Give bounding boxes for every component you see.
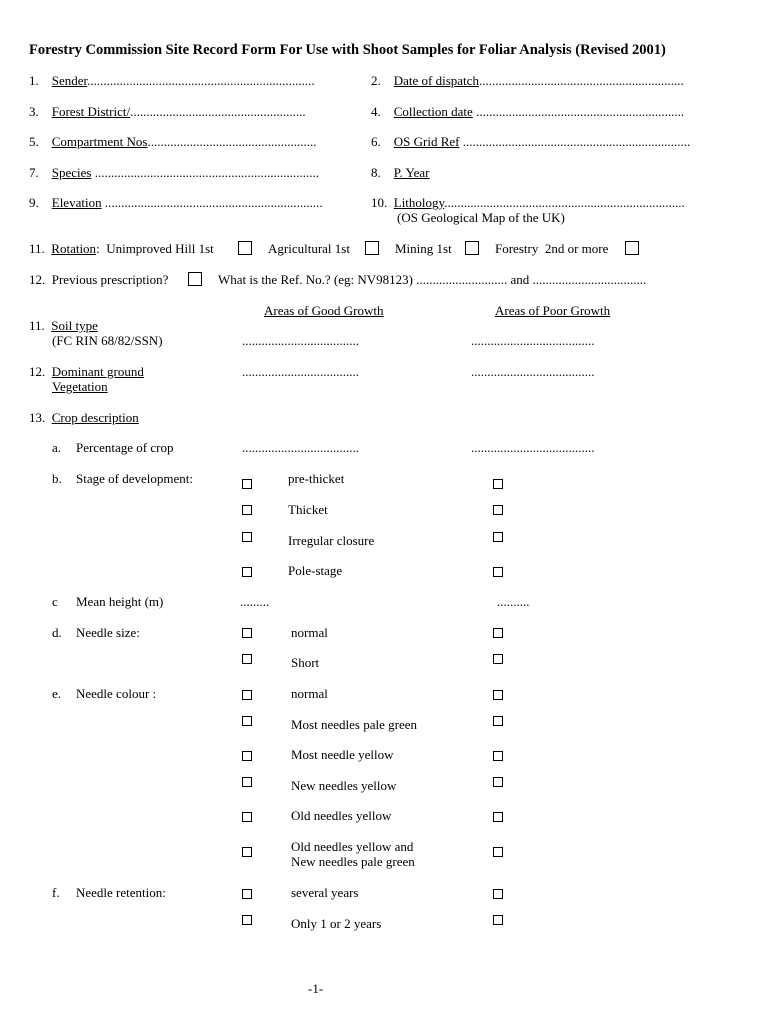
percentage-poor-input[interactable]: ......................................: [471, 440, 595, 455]
previous-prescription-row: [29, 272, 168, 288]
field-label: P. Year: [393, 165, 430, 180]
field-dots: ......................................................................: [87, 73, 315, 88]
field-dots: ...............................................................: [478, 73, 684, 88]
option-label: Old needles yellow and: [291, 839, 414, 854]
crop-item-c-label: Mean height (m): [76, 594, 164, 609]
colour-old-yellow-good-checkbox[interactable]: [242, 812, 252, 822]
field-compartment-nos[interactable]: [29, 134, 316, 150]
crop-item-b-label: Stage of development:: [76, 471, 193, 486]
previous-number: 12.: [29, 272, 46, 287]
field-label: Forest District/: [51, 104, 131, 119]
needle-size-normal-poor-checkbox[interactable]: [493, 628, 503, 638]
rotation-forestry-checkbox[interactable]: [625, 241, 639, 255]
field-label: Collection date: [393, 104, 473, 119]
form-title: Forestry Commission Site Record Form For Use with Shoot Samples for Foliar Analysis (Revised 2001): [29, 42, 666, 58]
field-number: 6.: [371, 134, 381, 149]
field-p-year[interactable]: [371, 165, 430, 181]
irregular-closure-good-checkbox[interactable]: [242, 532, 252, 542]
field-label: Lithology: [393, 195, 445, 210]
retention-several-good-checkbox[interactable]: [242, 889, 252, 899]
field-number: 10.: [371, 195, 388, 210]
field-number: 2.: [371, 73, 381, 88]
column-good-growth: Areas of Good Growth: [264, 303, 384, 318]
pre-thicket-good-checkbox[interactable]: [242, 479, 252, 489]
crop-number: 13.: [29, 410, 46, 425]
crop-item-a-letter: a.: [52, 440, 62, 455]
field-dots: ......................................................................: [459, 134, 691, 149]
crop-label: Crop description: [51, 410, 139, 425]
option-label: Only 1 or 2 years: [291, 916, 382, 931]
field-dots: ................................................................: [472, 104, 685, 119]
column-poor-growth: Areas of Poor Growth: [495, 303, 611, 318]
crop-item-f-letter: f.: [52, 885, 60, 900]
pole-stage-poor-checkbox[interactable]: [493, 567, 503, 577]
option-label: Most needles pale green: [291, 717, 417, 732]
field-date-of-dispatch[interactable]: [371, 73, 684, 89]
field-label: Compartment Nos: [51, 134, 148, 149]
option-label: Thicket: [288, 502, 328, 517]
option-label: Pole-stage: [288, 563, 343, 578]
field-number: 5.: [29, 134, 39, 149]
soil-subtitle: (FC RIN 68/82/SSN): [52, 333, 163, 348]
vegetation-label-line2: Vegetation: [52, 379, 108, 394]
colour-old-yellow-new-pale-poor-checkbox[interactable]: [493, 847, 503, 857]
option-label: New needles yellow: [291, 778, 397, 793]
field-label: Date of dispatch: [393, 73, 479, 88]
field-label: Elevation: [51, 195, 102, 210]
colour-pale-green-poor-checkbox[interactable]: [493, 716, 503, 726]
soil-good-input[interactable]: ....................................: [242, 333, 359, 348]
rotation-label: Rotation: [51, 241, 97, 256]
previous-label: Previous prescription?: [51, 272, 169, 287]
retention-short-poor-checkbox[interactable]: [493, 915, 503, 925]
field-os-grid-ref[interactable]: [371, 134, 690, 150]
colour-most-yellow-poor-checkbox[interactable]: [493, 751, 503, 761]
colour-old-yellow-new-pale-good-checkbox[interactable]: [242, 847, 252, 857]
option-label: normal: [291, 686, 328, 701]
crop-item-f-label: Needle retention:: [76, 885, 166, 900]
crop-item-e-label: Needle colour :: [76, 686, 157, 701]
vegetation-number: 12.: [29, 364, 46, 379]
option-label: pre-thicket: [288, 471, 345, 486]
needle-size-short-poor-checkbox[interactable]: [493, 654, 503, 664]
ref-number-field[interactable]: What is the Ref. No.? (eg: NV98123) ............................ and ...................................: [218, 272, 647, 287]
soil-poor-input[interactable]: ......................................: [471, 333, 595, 348]
crop-item-a-label: Percentage of crop: [76, 440, 174, 455]
field-label: OS Grid Ref: [393, 134, 460, 149]
vegetation-label: [29, 364, 144, 380]
colour-normal-poor-checkbox[interactable]: [493, 690, 503, 700]
thicket-good-checkbox[interactable]: [242, 505, 252, 515]
field-dots: ......................................................: [130, 104, 306, 119]
field-number: 1.: [29, 73, 39, 88]
pre-thicket-poor-checkbox[interactable]: [493, 479, 503, 489]
soil-label: Soil type: [51, 318, 98, 333]
field-lithology[interactable]: [371, 195, 685, 211]
colour-new-yellow-good-checkbox[interactable]: [242, 777, 252, 787]
field-collection-date[interactable]: [371, 104, 684, 120]
soil-type-label: [29, 318, 98, 334]
percentage-good-input[interactable]: ....................................: [242, 440, 359, 455]
retention-short-good-checkbox[interactable]: [242, 915, 252, 925]
option-label: Old needles yellow: [291, 808, 392, 823]
field-number: 9.: [29, 195, 39, 210]
option-label: several years: [291, 885, 359, 900]
field-dots: .....................................................................: [91, 165, 319, 180]
needle-size-normal-good-checkbox[interactable]: [242, 628, 252, 638]
option-label: Most needle yellow: [291, 747, 394, 762]
crop-item-c-letter: c: [52, 594, 58, 609]
crop-item-b-letter: b.: [52, 471, 62, 486]
rotation-option-label: Unimproved Hill 1st: [106, 241, 214, 256]
needle-size-short-good-checkbox[interactable]: [242, 654, 252, 664]
field-dots: ....................................................: [147, 134, 317, 149]
previous-prescription-checkbox[interactable]: [188, 272, 202, 286]
vegetation-poor-input[interactable]: ......................................: [471, 364, 595, 379]
rotation-option-label: Mining 1st: [395, 241, 452, 256]
vegetation-good-input[interactable]: ....................................: [242, 364, 359, 379]
crop-item-d-label: Needle size:: [76, 625, 140, 640]
option-label: New needles pale green: [291, 854, 415, 869]
field-elevation[interactable]: [29, 195, 323, 211]
rotation-number: 11.: [29, 241, 45, 256]
colour-normal-good-checkbox[interactable]: [242, 690, 252, 700]
colour-most-yellow-good-checkbox[interactable]: [242, 751, 252, 761]
lithology-subtitle: (OS Geological Map of the UK): [397, 210, 565, 225]
field-number: 7.: [29, 165, 39, 180]
field-sender[interactable]: [29, 73, 315, 89]
colour-old-yellow-poor-checkbox[interactable]: [493, 812, 503, 822]
option-label: Irregular closure: [288, 533, 375, 548]
crop-description-heading: [29, 410, 139, 426]
field-species[interactable]: [29, 165, 319, 181]
field-number: 3.: [29, 104, 39, 119]
page-number: -1-: [308, 981, 324, 996]
field-number: 8.: [371, 165, 381, 180]
irregular-closure-poor-checkbox[interactable]: [493, 532, 503, 542]
field-label: Sender: [51, 73, 88, 88]
rotation-unimproved-hill-checkbox[interactable]: [238, 241, 252, 255]
crop-item-d-letter: d.: [52, 625, 62, 640]
option-label: Short: [291, 655, 320, 670]
retention-several-poor-checkbox[interactable]: [493, 889, 503, 899]
rotation-agricultural-checkbox[interactable]: [365, 241, 379, 255]
crop-item-e-letter: e.: [52, 686, 62, 701]
colour-pale-green-good-checkbox[interactable]: [242, 716, 252, 726]
pole-stage-good-checkbox[interactable]: [242, 567, 252, 577]
rotation-option-label: Agricultural 1st: [268, 241, 350, 256]
soil-number: 11.: [29, 318, 45, 333]
field-dots: ..........................................................................: [444, 195, 685, 210]
colour-new-yellow-poor-checkbox[interactable]: [493, 777, 503, 787]
rotation-option-label: Forestry 2nd or more: [495, 241, 609, 256]
vegetation-label-line1: Dominant ground: [51, 364, 144, 379]
mean-height-good-input[interactable]: .........: [240, 594, 270, 609]
thicket-poor-checkbox[interactable]: [493, 505, 503, 515]
field-forest-district[interactable]: [29, 104, 306, 120]
field-dots: ...................................................................: [101, 195, 323, 210]
field-number: 4.: [371, 104, 381, 119]
field-label: Species: [51, 165, 92, 180]
option-label: normal: [291, 625, 328, 640]
rotation-mining-checkbox[interactable]: [465, 241, 479, 255]
rotation-row: 11. Rotation: Unimproved Hill 1st: [29, 241, 214, 256]
mean-height-poor-input[interactable]: ..........: [497, 594, 530, 609]
